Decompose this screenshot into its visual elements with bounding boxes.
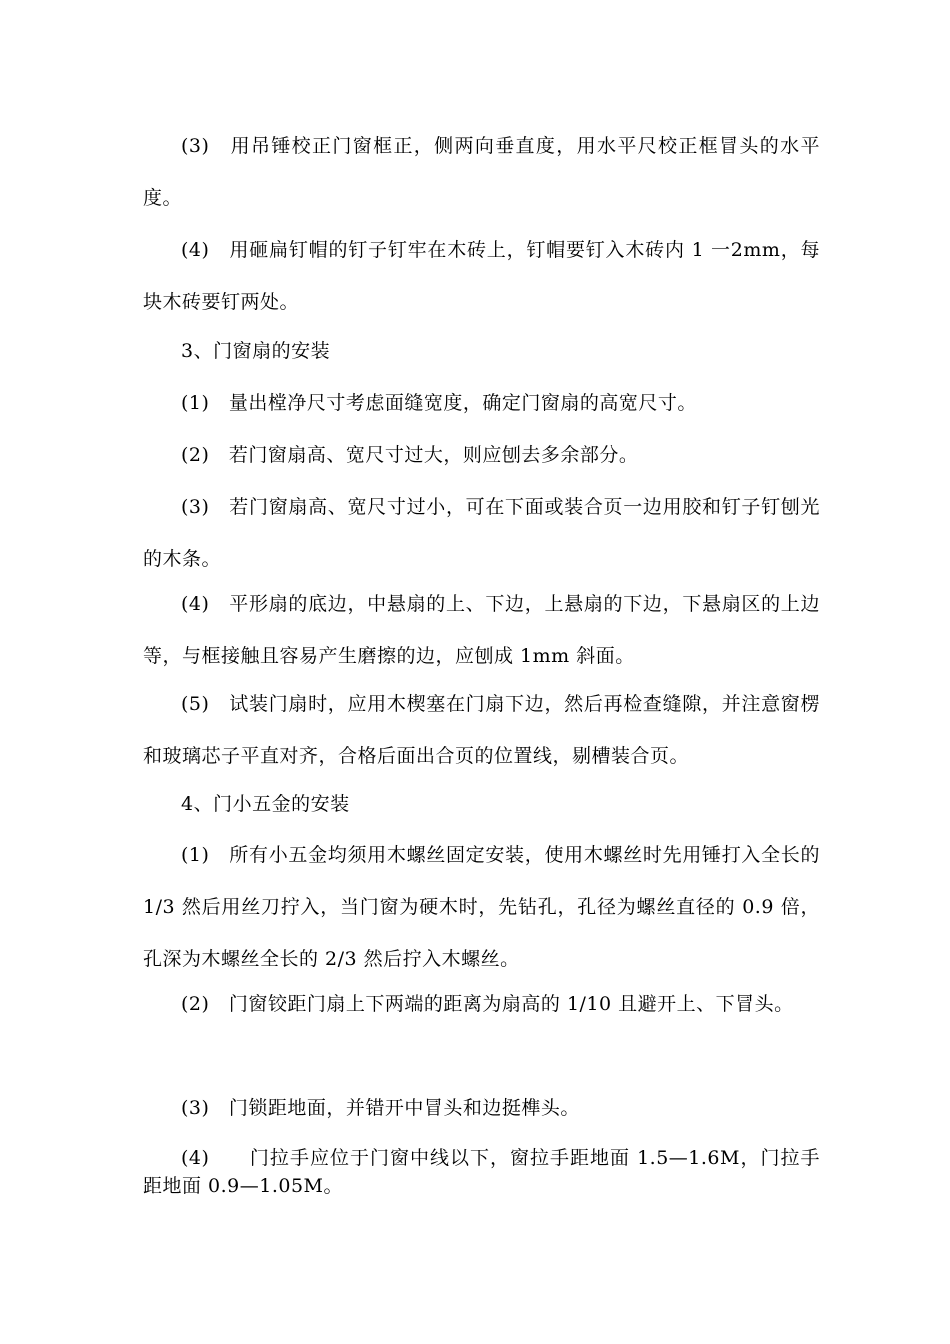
- paragraph-6: (4) 平形扇的底边，中悬扇的上、下边，上悬扇的下边，下悬扇区的上边等，与框接触且容易产生磨擦的边，应刨成 1mm 斜面。: [143, 593, 820, 667]
- paragraph-8: (1) 所有小五金均须用木螺丝固定安装，使用木螺丝时先用锤打入全长的 1/3 然后用丝刀拧入，当门窗为硬木时，先钻孔，孔径为螺丝直径的 0.9 倍，孔深为木螺丝全长的 2/3 然后拧入木螺丝。: [143, 844, 820, 970]
- paragraph-10: (3) 门锁距地面，并错开中冒头和边挺榫头。: [181, 1097, 580, 1119]
- paragraph-2: (4) 用砸扁钉帽的钉子钉牢在木砖上，钉帽要钉入木砖内 1 一2mm，每块木砖要钉两处。: [143, 239, 820, 313]
- section-heading-4: 4、门小五金的安装: [181, 793, 350, 815]
- paragraph-11: (4) 门拉手应位于门窗中线以下，窗拉手距地面 1.5—1.6M，门拉手距地面 0.9—1.05M。: [143, 1147, 820, 1197]
- paragraph-7: (5) 试装门扇时，应用木楔塞在门扇下边，然后再检查缝隙，并注意窗楞和玻璃芯子平直对齐，合格后面出合页的位置线，剔槽装合页。: [143, 693, 820, 767]
- section-heading-3: 3、门窗扇的安装: [181, 340, 331, 362]
- paragraph-1: (3) 用吊锤校正门窗框正，侧两向垂直度，用水平尺校正框冒头的水平度。: [143, 135, 820, 209]
- paragraph-4: (2) 若门窗扇高、宽尺寸过大，则应刨去多余部分。: [181, 444, 639, 466]
- paragraph-9: (2) 门窗铰距门扇上下两端的距离为扇高的 1/10 且避开上、下冒头。: [181, 993, 794, 1015]
- paragraph-5: (3) 若门窗扇高、宽尺寸过小，可在下面或装合页一边用胶和钉子钉刨光的木条。: [143, 496, 820, 570]
- paragraph-3: (1) 量出樘净尺寸考虑面缝宽度，确定门窗扇的高宽尺寸。: [181, 392, 697, 414]
